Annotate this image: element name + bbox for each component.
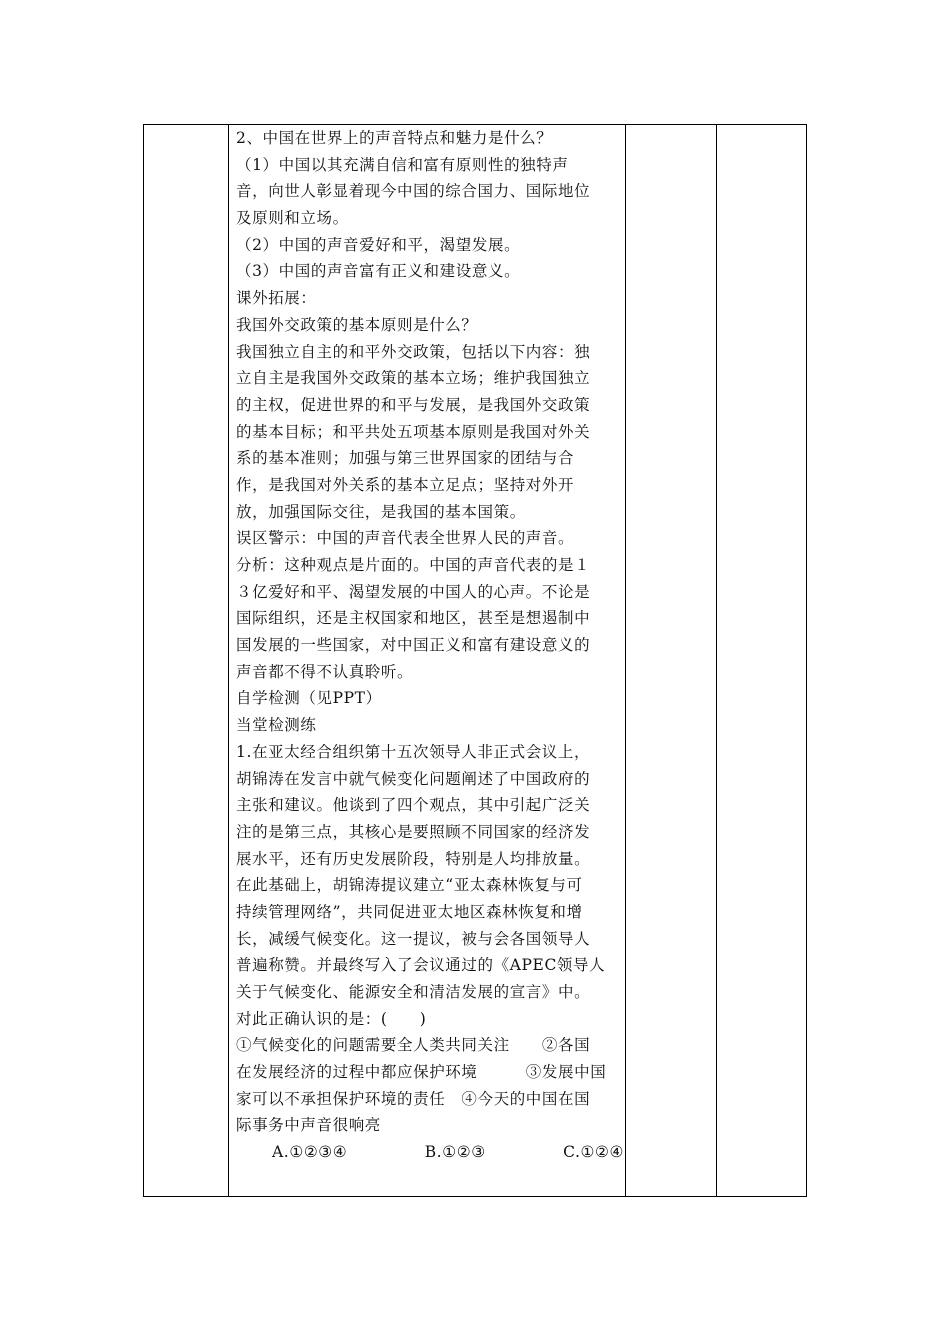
text-line: （2）中国的声音爱好和平，渴望发展。 xyxy=(236,235,521,254)
text-line: （1）中国以其充满自信和富有原则性的独特声 xyxy=(236,155,569,174)
main-content-cell xyxy=(236,125,626,1166)
text-line: 2、中国在世界上的声音特点和魅力是什么？ xyxy=(236,129,553,147)
option-c: C.①②④ xyxy=(563,1143,624,1162)
text-line: 在发展经济的过程中都应保护环境 ③发展中国 xyxy=(236,1063,607,1082)
text-line: ①气候变化的问题需要全人类共同关注 ②各国 xyxy=(236,1036,591,1055)
text-line: 际事务中声音很响亮 xyxy=(236,1116,381,1135)
text-line: 自学检测（见PPT） xyxy=(236,689,382,708)
text-line: 1.在亚太经合组织第十五次领导人非正式会议上， xyxy=(236,742,591,761)
text-line: 展水平，还有历史发展阶段，特别是人均排放量。 xyxy=(236,849,591,868)
text-line: ３亿爱好和平、渴望发展的中国人的心声。不论是 xyxy=(236,582,591,601)
option-a: A.①②③④ xyxy=(272,1143,348,1162)
text-line: 长，减缓气候变化。这一提议，被与会各国领导人 xyxy=(236,929,591,948)
text-line: （3）中国的声音富有正义和建设意义。 xyxy=(236,262,521,281)
text-line: 课外拓展： xyxy=(236,289,317,308)
text-line: 的主权，促进世界的和平与发展，是我国外交政策 xyxy=(236,395,591,414)
text-line: 胡锦涛在发言中就气候变化问题阐述了中国政府的 xyxy=(236,769,591,788)
text-line: 注的是第三点，其核心是要照顾不同国家的经济发 xyxy=(236,822,591,841)
text-line: 家可以不承担保护环境的责任 ④今天的中国在国 xyxy=(236,1089,591,1108)
answer-options xyxy=(236,1139,626,1166)
text-line: 音，向世人彰显着现今中国的综合国力、国际地位 xyxy=(236,182,591,201)
text-line: 我国外交政策的基本原则是什么？ xyxy=(236,315,478,334)
text-line: 作，是我国对外关系的基本立足点；坚持对外开 xyxy=(236,475,575,494)
column-divider xyxy=(228,125,229,1196)
text-line: 及原则和立场。 xyxy=(236,209,349,228)
option-b: B.①②③ xyxy=(424,1143,486,1162)
text-line: 立自主是我国外交政策的基本立场；维护我国独立 xyxy=(236,369,591,388)
text-line: 声音都不得不认真聆听。 xyxy=(236,662,414,681)
text-line: 主张和建议。他谈到了四个观点，其中引起广泛关 xyxy=(236,796,591,815)
text-line: 在此基础上，胡锦涛提议建立“亚太森林恢复与可 xyxy=(236,876,583,895)
text-line: 分析：这种观点是片面的。中国的声音代表的是１ xyxy=(236,556,591,574)
text-line: 系的基本准则；加强与第三世界国家的团结与合 xyxy=(236,449,575,468)
document-table xyxy=(143,124,807,1197)
text-line: 的基本目标；和平共处五项基本原则是我国对外关 xyxy=(236,422,591,441)
column-divider xyxy=(716,125,717,1196)
text-line: 持续管理网络”，共同促进亚太地区森林恢复和增 xyxy=(236,902,583,921)
text-line: 当堂检测练 xyxy=(236,716,317,735)
text-line: 我国独立自主的和平外交政策，包括以下内容：独 xyxy=(236,342,591,361)
text-line: 国际组织，还是主权国家和地区，甚至是想遏制中 xyxy=(236,609,591,628)
text-line: 普遍称赞。并最终写入了会议通过的《APEC领导人 xyxy=(236,956,606,975)
text-line: 关于气候变化、能源安全和清洁发展的宣言》中。 xyxy=(236,983,591,1001)
text-line: 放，加强国际交往，是我国的基本国策。 xyxy=(236,502,526,521)
text-line: 国发展的一些国家，对中国正义和富有建设意义的 xyxy=(236,636,591,655)
text-line: 对此正确认识的是：( ) xyxy=(236,1009,427,1028)
text-line: 误区警示：中国的声音代表全世界人民的声音。 xyxy=(236,529,575,548)
